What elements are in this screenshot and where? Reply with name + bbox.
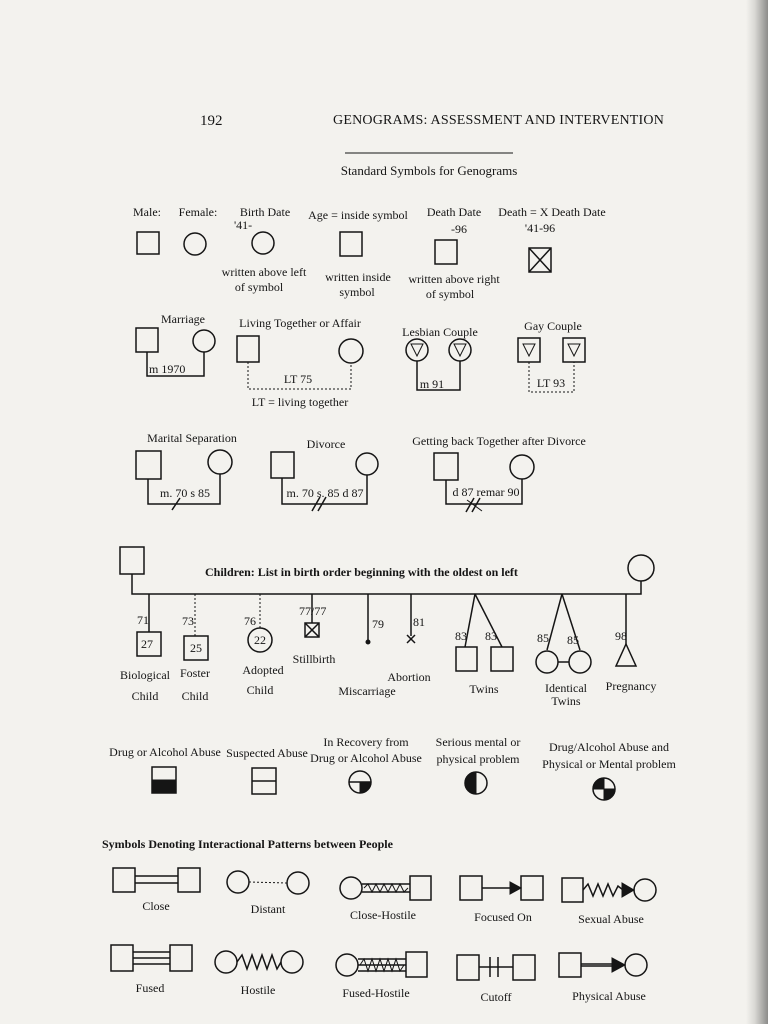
focused-on-label: Focused On (474, 910, 532, 924)
adopted-year: 76 (244, 614, 256, 628)
death-date-square-icon (435, 240, 457, 264)
foster-age: 25 (190, 641, 202, 655)
twins-label: Twins (469, 682, 499, 696)
abortion-label: Abortion (387, 670, 431, 684)
male-square-icon (137, 232, 159, 254)
hostile-icon (215, 951, 303, 973)
sexual-abuse-label: Sexual Abuse (578, 912, 644, 926)
separation-value: m. 70 s 85 (159, 486, 211, 500)
twins-year-1: 83 (455, 629, 467, 643)
female-label: Female: (178, 205, 218, 219)
birth-note-line-1: written above left (221, 265, 307, 279)
bio-label-line-2: Child (131, 689, 159, 703)
adopted-age: 22 (254, 633, 266, 647)
lesbian-couple-label: Lesbian Couple (402, 325, 478, 339)
identical-label-line-1: Identical (545, 681, 587, 695)
back-together-label: Getting back Together after Divorce (412, 434, 586, 448)
bio-age: 27 (141, 637, 153, 651)
pregnancy-icon (616, 644, 636, 666)
stillbirth-year: 77/77 (299, 604, 327, 618)
age-label: Age = inside symbol (308, 208, 408, 222)
marriage-label: Marriage (161, 312, 205, 326)
living-together-note: LT = living together (251, 395, 349, 409)
fused-hostile-icon (336, 952, 427, 977)
birth-date-label: Birth Date (239, 205, 291, 219)
pregnancy-year: 98 (615, 629, 627, 643)
bio-year: 71 (137, 613, 149, 627)
identical-year-1: 85 (537, 631, 549, 645)
serious-problem-circle-icon (465, 772, 487, 794)
stillbirth-label: Stillbirth (292, 652, 336, 666)
back-together-value: d 87 remar 90 (452, 485, 520, 499)
distant-icon (227, 871, 309, 894)
focused-on-icon (460, 876, 543, 900)
death-x-label: Death = X Death Date (498, 205, 606, 219)
drug-abuse-label: Drug or Alcohol Abuse (109, 745, 221, 759)
abortion-year: 81 (413, 615, 425, 629)
physical-abuse-icon (559, 953, 647, 977)
age-square-icon (340, 232, 362, 256)
miscarriage-icon (366, 640, 370, 644)
divorce-value: m. 70 s. 85 d 87 (286, 486, 364, 500)
fused-icon (111, 945, 192, 971)
parent-mother-icon (628, 555, 654, 581)
stillbirth-icon (305, 623, 319, 637)
birth-date-value: '41- (234, 218, 253, 232)
page-number: 192 (200, 113, 223, 129)
cutoff-icon (457, 955, 535, 980)
deceased-square-icon (529, 248, 551, 272)
fused-hostile-label: Fused-Hostile (342, 986, 410, 1000)
drug-abuse-square-icon (152, 767, 176, 793)
age-note-line-1: written inside (325, 270, 391, 284)
suspected-abuse-square-icon (252, 768, 276, 794)
marriage-date: m 1970 (149, 362, 186, 376)
close-icon (113, 868, 200, 892)
foster-year: 73 (182, 614, 194, 628)
miscarriage-label: Miscarriage (338, 684, 396, 698)
adopted-label-line-1: Adopted (242, 663, 284, 677)
gay-couple-value: LT 93 (536, 376, 566, 390)
children-heading: Children: List in birth order beginning with the oldest on left (205, 565, 518, 579)
male-label: Male: (133, 205, 161, 219)
recovery-label-line-2: Drug or Alcohol Abuse (310, 751, 422, 765)
female-circle-icon (184, 233, 206, 255)
suspected-abuse-label: Suspected Abuse (226, 746, 308, 760)
hostile-label: Hostile (240, 983, 276, 997)
combined-problem-line-1: Drug/Alcohol Abuse and (549, 740, 669, 754)
living-together-value: LT 75 (283, 372, 313, 386)
gay-couple-label: Gay Couple (524, 319, 582, 333)
divorce-label: Divorce (306, 437, 346, 451)
death-date-value: -96 (451, 222, 467, 236)
bio-label-line-1: Biological (120, 668, 170, 682)
lesbian-couple-value: m 91 (419, 377, 445, 391)
adopted-label-line-2: Child (246, 683, 274, 697)
close-hostile-label: Close-Hostile (350, 908, 416, 922)
cutoff-label: Cutoff (480, 990, 512, 1004)
serious-problem-line-2: physical problem (436, 752, 520, 766)
birth-note-line-2: of symbol (234, 280, 284, 294)
living-together-label: Living Together or Affair (239, 316, 361, 330)
interactions-heading: Symbols Denoting Interactional Patterns between People (102, 837, 393, 851)
twins-year-2: 83 (485, 629, 497, 643)
fused-label: Fused (135, 981, 165, 995)
distant-label: Distant (250, 902, 286, 916)
combined-problem-line-2: Physical or Mental problem (542, 757, 676, 771)
death-note-line-1: written above right (408, 272, 500, 286)
running-title: GENOGRAMS: ASSESSMENT AND INTERVENTION (333, 113, 664, 128)
sexual-abuse-icon (562, 878, 656, 902)
death-date-label: Death Date (426, 205, 482, 219)
combined-problem-circle-icon (593, 778, 615, 800)
serious-problem-line-1: Serious mental or (435, 735, 521, 749)
back-together-symbol (434, 453, 534, 512)
pregnancy-label: Pregnancy (605, 679, 657, 693)
page-title: Standard Symbols for Genograms (340, 163, 518, 178)
abortion-icon (407, 635, 415, 643)
foster-label-line-2: Child (181, 689, 209, 703)
close-hostile-icon (340, 876, 431, 900)
death-x-value: '41-96 (524, 221, 556, 235)
foster-label-line-1: Foster (180, 666, 210, 680)
physical-abuse-label: Physical Abuse (572, 989, 646, 1003)
separation-label: Marital Separation (147, 431, 237, 445)
miscarriage-year: 79 (372, 617, 384, 631)
identical-year-2: 85 (567, 633, 579, 647)
age-note-line-2: symbol (339, 285, 375, 299)
birth-date-circle-icon (252, 232, 274, 254)
recovery-label-line-1: In Recovery from (323, 735, 409, 749)
identical-label-line-2: Twins (551, 694, 581, 708)
divorce-symbol (271, 452, 378, 511)
death-note-line-2: of symbol (425, 287, 475, 301)
parent-father-icon (120, 547, 144, 574)
recovery-circle-icon (349, 771, 371, 793)
close-label: Close (142, 899, 170, 913)
